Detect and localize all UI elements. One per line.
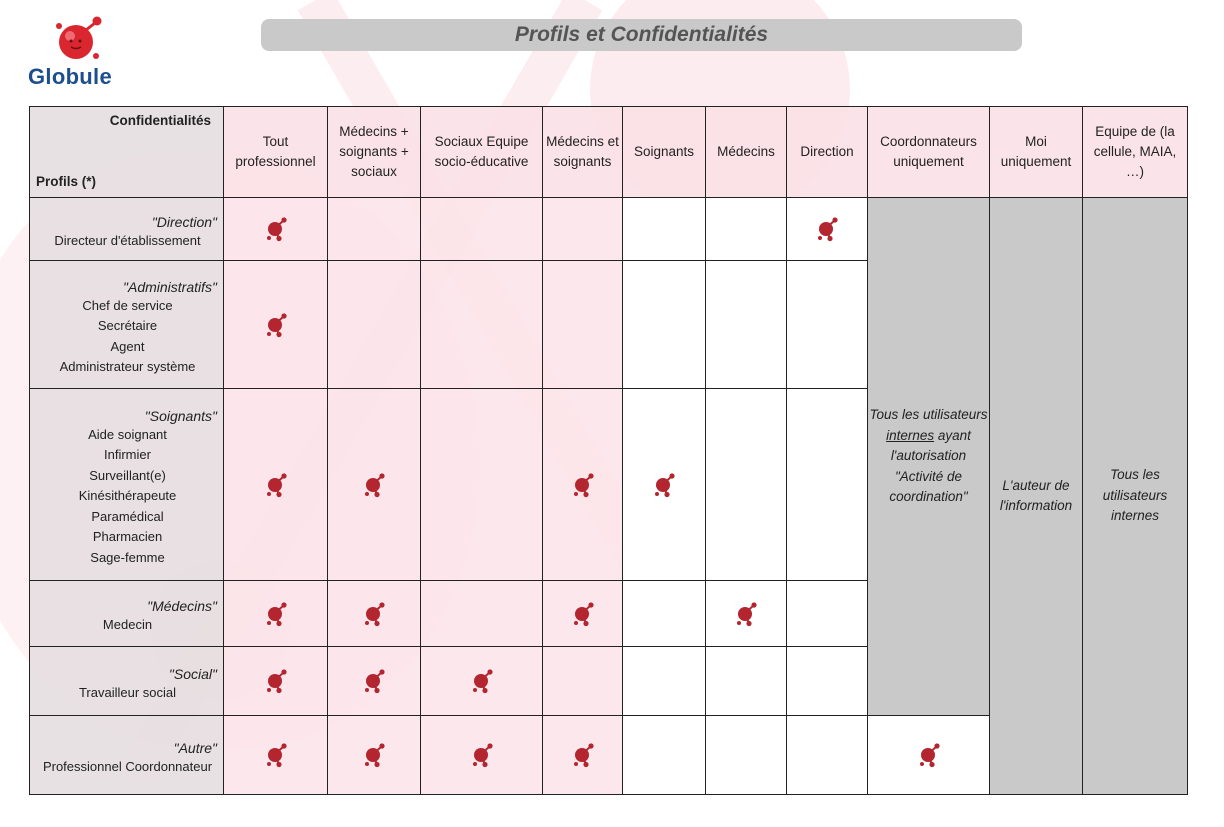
coordonnateurs-cell xyxy=(868,198,990,716)
profile-group-name: "Social" xyxy=(168,665,217,682)
globule-dot-icon xyxy=(264,216,288,242)
col-header: Coordonnateurs uniquement xyxy=(868,107,990,198)
globule-dot-icon xyxy=(264,601,288,627)
check-cell xyxy=(623,261,706,389)
check-cell-coordonnateurs xyxy=(868,716,990,795)
check-cell xyxy=(224,389,328,581)
profile-role: Professionnel Coordonnateur xyxy=(42,758,213,774)
globule-dot-icon xyxy=(264,472,288,498)
globule-dot-icon xyxy=(917,742,941,768)
check-cell xyxy=(421,716,543,795)
check-cell xyxy=(706,198,787,261)
col-header: Direction xyxy=(787,107,868,198)
profile-group-name: "Administratifs" xyxy=(123,278,217,295)
globule-dot-icon xyxy=(734,601,758,627)
check-cell xyxy=(787,198,868,261)
globule-dot-icon xyxy=(362,668,386,694)
check-cell xyxy=(543,581,623,647)
col-header: Soignants xyxy=(623,107,706,198)
profiles-confidentiality-table xyxy=(29,106,1188,795)
coordonnateurs-text-post: ayant l'autorisation "Activité de coordination" xyxy=(889,427,971,505)
check-cell xyxy=(787,581,868,647)
globule-logo-icon xyxy=(28,12,128,70)
check-cell xyxy=(421,261,543,389)
check-cell xyxy=(706,716,787,795)
check-cell xyxy=(623,389,706,581)
col-header: Médecins xyxy=(706,107,787,198)
globule-dot-icon xyxy=(362,472,386,498)
check-cell xyxy=(706,581,787,647)
check-cell xyxy=(224,581,328,647)
check-cell xyxy=(328,647,421,716)
profile-group-name: "Soignants" xyxy=(144,407,217,424)
profile-group-name: "Direction" xyxy=(151,213,217,230)
col-header: Tout professionnel xyxy=(224,107,328,198)
profile-role: Sage-femme xyxy=(90,549,165,565)
profile-role: Travailleur social xyxy=(78,684,177,700)
globule-dot-icon xyxy=(571,742,595,768)
profile-role: Secrétaire xyxy=(97,318,158,333)
profile-group xyxy=(30,198,224,261)
check-cell xyxy=(543,198,623,261)
globule-dot-icon xyxy=(362,601,386,627)
table-corner xyxy=(30,107,224,198)
check-cell xyxy=(543,389,623,581)
check-cell xyxy=(787,261,868,389)
brand-name: Globule xyxy=(28,64,112,89)
profile-role: Aide soignant xyxy=(88,426,167,442)
profile-group xyxy=(30,389,224,581)
globule-dot-icon xyxy=(571,472,595,498)
check-cell xyxy=(543,647,623,716)
coordonnateurs-text-pre: Tous les utilisateurs xyxy=(869,407,988,423)
check-cell xyxy=(543,716,623,795)
profile-role: Kinésithérapeute xyxy=(78,488,177,504)
check-cell xyxy=(787,389,868,581)
check-cell xyxy=(787,716,868,795)
check-cell xyxy=(328,581,421,647)
globule-dot-icon xyxy=(571,601,595,627)
check-cell xyxy=(421,198,543,261)
globule-dot-icon xyxy=(264,668,288,694)
profils-label: Profils (*) xyxy=(36,174,97,189)
col-header: Sociaux Equipe socio-éducative xyxy=(421,107,543,198)
globule-dot-icon xyxy=(470,668,494,694)
profile-role: Surveillant(e) xyxy=(89,467,166,483)
profile-role: Pharmacien xyxy=(92,529,163,545)
globule-dot-icon xyxy=(470,742,494,768)
col-header: Moi uniquement xyxy=(990,107,1083,198)
check-cell xyxy=(543,261,623,389)
check-cell xyxy=(224,716,328,795)
check-cell xyxy=(706,261,787,389)
check-cell xyxy=(623,716,706,795)
check-cell xyxy=(421,389,543,581)
check-cell xyxy=(224,261,328,389)
profile-role: Medecin xyxy=(102,617,153,633)
check-cell xyxy=(787,647,868,716)
profile-role: Directeur d'établissement xyxy=(54,232,201,248)
profile-group xyxy=(30,581,224,647)
coordonnateurs-text-internes: internes xyxy=(886,427,935,443)
profile-group-name: "Médecins" xyxy=(147,598,217,615)
globule-dot-icon xyxy=(264,742,288,768)
col-header: Médecins et soignants xyxy=(543,107,623,198)
check-cell xyxy=(623,581,706,647)
header-row xyxy=(30,107,1188,198)
check-cell xyxy=(706,647,787,716)
check-cell xyxy=(328,716,421,795)
check-cell xyxy=(224,647,328,716)
globule-logo xyxy=(28,12,128,90)
globule-dot-icon xyxy=(264,312,288,338)
check-cell xyxy=(328,389,421,581)
profile-group xyxy=(30,261,224,389)
profile-role: Administrateur système xyxy=(59,359,196,374)
profile-role: Agent xyxy=(110,338,145,354)
check-cell xyxy=(328,261,421,389)
col-header: Equipe de (la cellule, MAIA, …) xyxy=(1083,107,1188,198)
moi-cell: L'auteur de l'information xyxy=(990,198,1083,795)
page-title: Profils et Confidentialités xyxy=(261,19,1022,51)
check-cell xyxy=(421,581,543,647)
check-cell xyxy=(224,198,328,261)
profile-group xyxy=(30,716,224,795)
globule-dot-icon xyxy=(815,216,839,242)
profile-role: Chef de service xyxy=(82,297,173,313)
check-cell xyxy=(328,198,421,261)
globule-dot-icon xyxy=(652,472,676,498)
profile-group-name: "Autre" xyxy=(173,739,217,756)
profile-role: Infirmier xyxy=(104,447,151,463)
globule-dot-icon xyxy=(362,742,386,768)
check-cell xyxy=(706,389,787,581)
table-row xyxy=(30,198,1188,261)
equipe-cell: Tous les utilisateurs internes xyxy=(1083,198,1188,795)
confidentialites-label: Confidentialités xyxy=(109,113,211,128)
profile-group xyxy=(30,647,224,716)
profile-role: Paramédical xyxy=(91,508,164,524)
check-cell xyxy=(623,198,706,261)
col-header: Médecins + soignants + sociaux xyxy=(328,107,421,198)
check-cell xyxy=(421,647,543,716)
check-cell xyxy=(623,647,706,716)
